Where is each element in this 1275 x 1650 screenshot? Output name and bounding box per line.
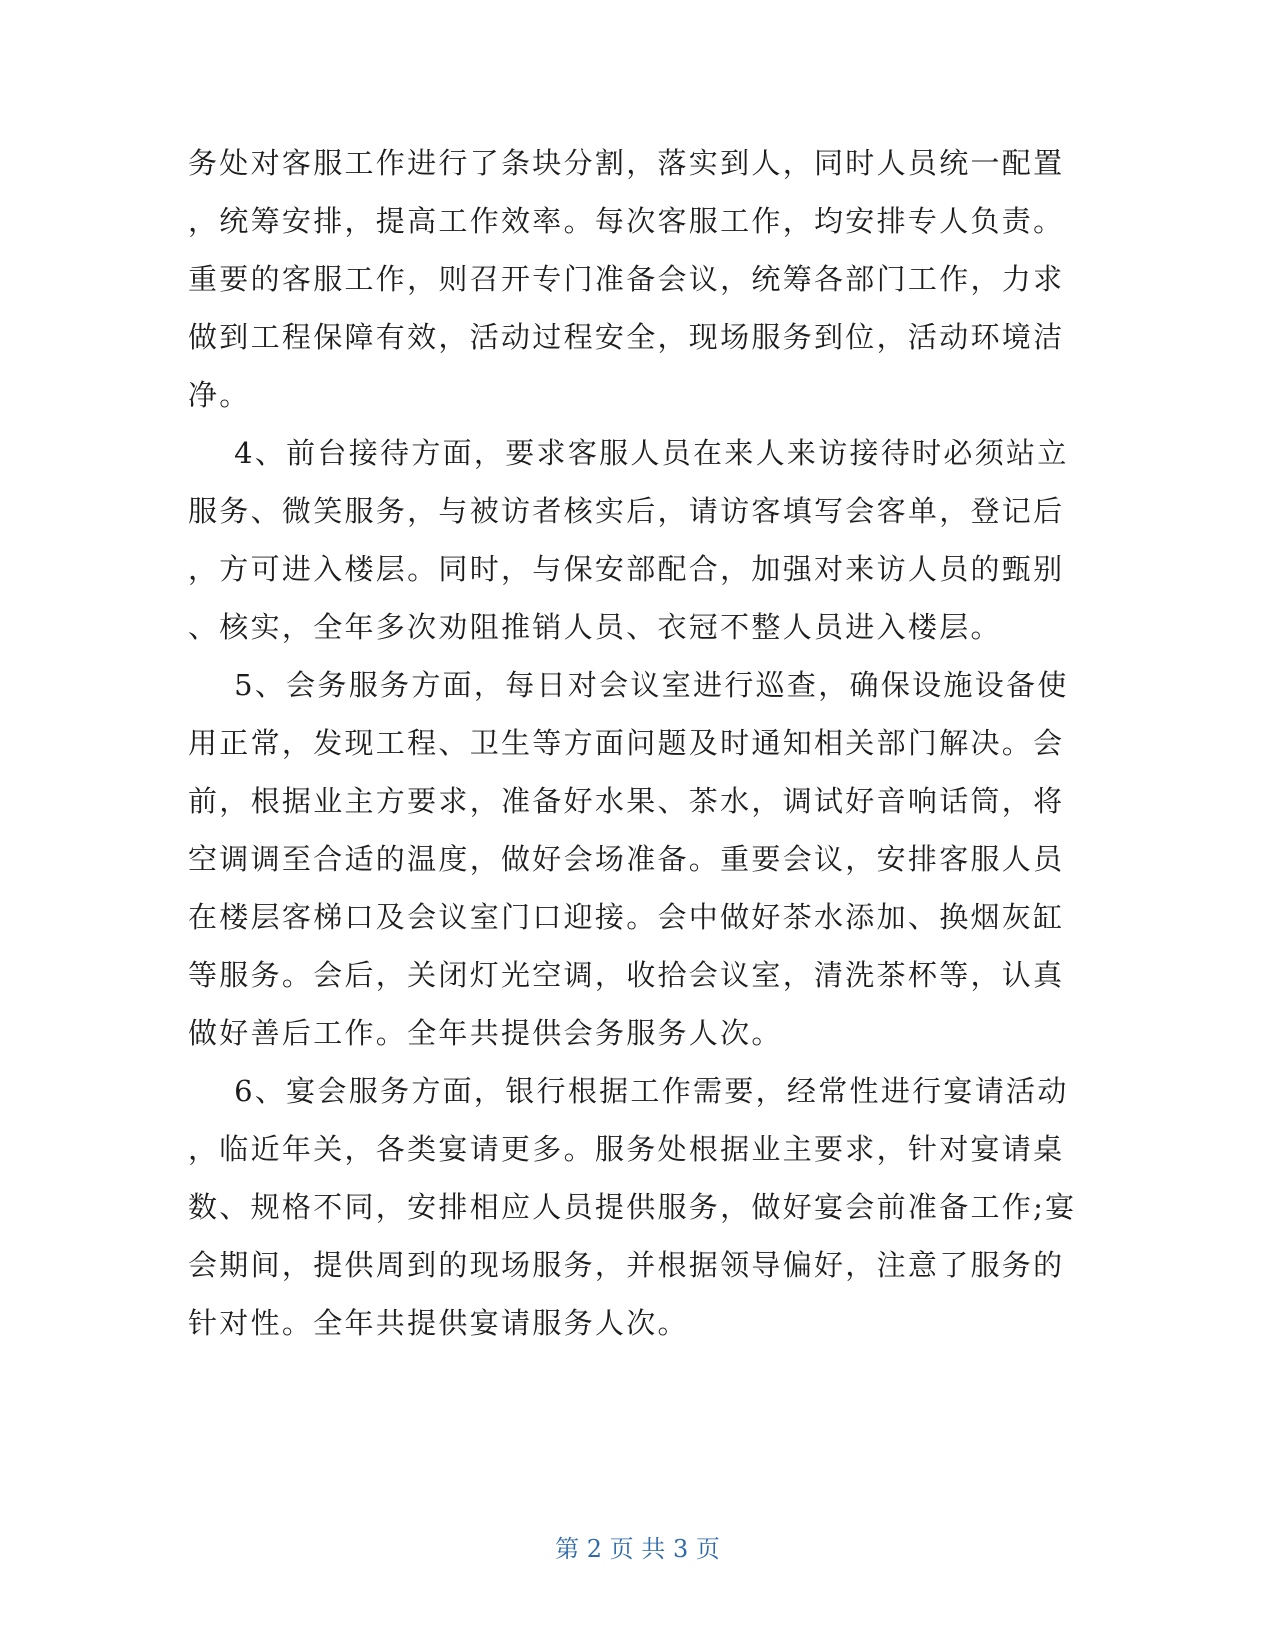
paragraph-4-first-line: 4、前台接待方面，要求客服人员在来人来访接待时必须站立 bbox=[188, 436, 1069, 470]
text-line: 等服务。会后，关闭灯光空调，收拾会议室，清洗茶杯等，认真 bbox=[188, 958, 1065, 992]
text-line: ，统筹安排，提高工作效率。每次客服工作，均安排专人负责。 bbox=[188, 204, 1065, 238]
text-line: 做好善后工作。全年共提供会务服务人次。 bbox=[188, 1016, 783, 1050]
text-line: 前，根据业主方要求，准备好水果、茶水，调试好音响话筒，将 bbox=[188, 784, 1065, 818]
text-line: 服务、微笑服务，与被访者核实后，请访客填写会客单，登记后 bbox=[188, 494, 1065, 528]
text-line: 用正常，发现工程、卫生等方面问题及时通知相关部门解决。会 bbox=[188, 726, 1065, 760]
text-line: 务处对客服工作进行了条块分割，落实到人，同时人员统一配置 bbox=[188, 146, 1065, 180]
text-line: 会期间，提供周到的现场服务，并根据领导偏好，注意了服务的 bbox=[188, 1248, 1065, 1282]
text-line: 在楼层客梯口及会议室门口迎接。会中做好茶水添加、换烟灰缸 bbox=[188, 900, 1065, 934]
text-line: ，方可进入楼层。同时，与保安部配合，加强对来访人员的甄别 bbox=[188, 552, 1065, 586]
text-line: 重要的客服工作，则召开专门准备会议，统筹各部门工作，力求 bbox=[188, 262, 1065, 296]
text-line: ，临近年关，各类宴请更多。服务处根据业主要求，针对宴请桌 bbox=[188, 1132, 1065, 1166]
text-line: 净。 bbox=[188, 378, 251, 412]
text-line: 数、规格不同，安排相应人员提供服务，做好宴会前准备工作;宴 bbox=[188, 1190, 1077, 1224]
text-line: 、核实，全年多次劝阻推销人员、衣冠不整人员进入楼层。 bbox=[188, 610, 1002, 644]
text-line: 针对性。全年共提供宴请服务人次。 bbox=[188, 1306, 689, 1340]
page-number-footer: 第 2 页 共 3 页 bbox=[555, 1535, 720, 1563]
text-line: 空调调至合适的温度，做好会场准备。重要会议，安排客服人员 bbox=[188, 842, 1065, 876]
text-line: 做到工程保障有效，活动过程安全，现场服务到位，活动环境洁 bbox=[188, 320, 1065, 354]
paragraph-5-first-line: 5、会务服务方面，每日对会议室进行巡查，确保设施设备使 bbox=[188, 668, 1069, 702]
paragraph-6-first-line: 6、宴会服务方面，银行根据工作需要，经常性进行宴请活动 bbox=[188, 1074, 1069, 1108]
